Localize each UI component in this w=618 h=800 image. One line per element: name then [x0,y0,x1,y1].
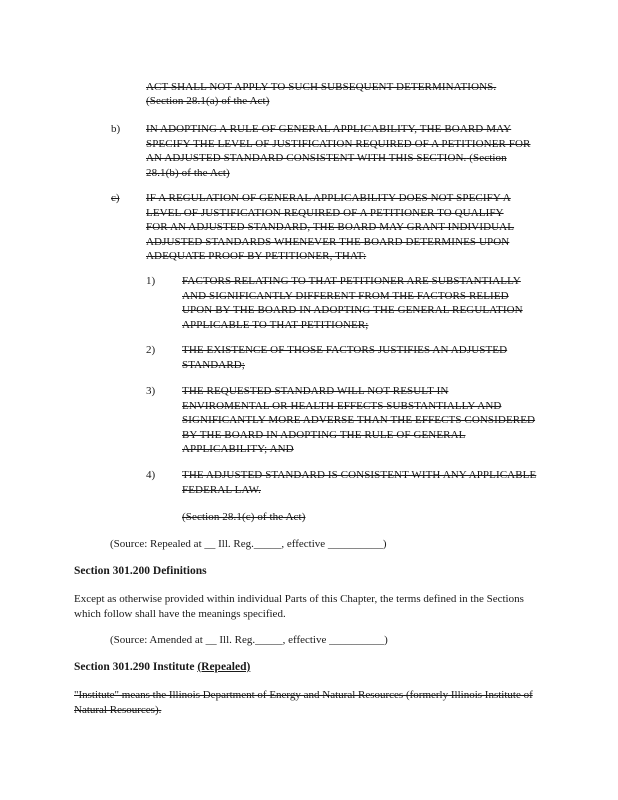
subitem-3-label: 3) [146,385,156,397]
item-c-label: c) [111,192,120,204]
section-290-title: Section 301.290 Institute [74,661,195,673]
item-b-text [146,122,536,180]
subitem-2-text: THE EXISTENCE OF THOSE FACTORS JUSTIFIES AN ADJUSTED STANDARD; [182,344,508,371]
subitem-4-label: 4) [146,469,156,481]
source-amended: (Source: Amended at __ Ill. Reg._____, effective __________) [110,634,388,646]
item-b-body: IN ADOPTING A RULE OF GENERAL APPLICABILITY, THE BOARD MAY SPECIFY THE LEVEL OF JUSTIFICATION REQUIRED OF A PETITIONER FOR AN ADJUSTED STANDARD CONSISTENT WITH THIS SECTION. [146,123,531,164]
subitem-1-text: FACTORS RELATING TO THAT PETITIONER ARE SUBSTANTIALLY AND SIGNIFICANTLY DIFFERENT FROM THE FACTORS RELIED UPON BY THE BOARD IN ADOPTING THE GENERAL REGULATION APPLICABLE TO THAT PETITIONER; [182,275,523,331]
item-c-text: IF A REGULATION OF GENERAL APPLICABILITY DOES NOT SPECIFY A LEVEL OF JUSTIFICATION REQUIRED OF A PETITIONER TO QUALIFY FOR AN ADJUSTED STANDARD, THE BOARD MAY GRANT INDIVIDUAL ADJUSTED STANDARDS WHENEVER THE BOARD DETERMINES UPON ADEQUATE PROOF BY PETITIONER, THAT: [146,192,515,262]
citation-c: (Section 28.1(c) of the Act) [182,511,306,523]
source-repealed: (Source: Repealed at __ Ill. Reg._____, effective __________) [110,538,387,550]
subitem-2-label: 2) [146,344,156,356]
section-200-heading: Section 301.200 Definitions [74,565,207,577]
continuation-line: ACT SHALL NOT APPLY TO SUCH SUBSEQUENT DETERMINATIONS. [146,81,497,93]
section-200-body: Except as otherwise provided within individual Parts of this Chapter, the terms defined in the Sections which follow shall have the meanings specified. [74,593,524,620]
citation-a: (Section 28.1(a) of the Act) [146,95,270,107]
item-b-label: b) [111,123,121,135]
section-290-heading [74,660,250,675]
subitem-4-text: THE ADJUSTED STANDARD IS CONSISTENT WITH ANY APPLICABLE FEDERAL LAW. [182,469,537,496]
citation-b: (Section 28.1(b) of the Act) [146,152,507,179]
section-290-body: "Institute" means the Illinois Department of Energy and Natural Resources (formerly Illinois Institute of Natural Resources). [74,689,533,716]
repealed-label: (Repealed) [197,661,251,673]
subitem-3-text: THE REQUESTED STANDARD WILL NOT RESULT IN ENVIROMENTAL OR HEALTH EFFECTS SUBSTANTIALLY AND SIGNIFICANTLY MORE ADVERSE THAN THE EFFECTS CONSIDERED BY THE BOARD IN ADOPTING THE RULE OF GENERAL APPLICABILITY; AND [182,385,536,455]
subitem-1-label: 1) [146,275,156,287]
